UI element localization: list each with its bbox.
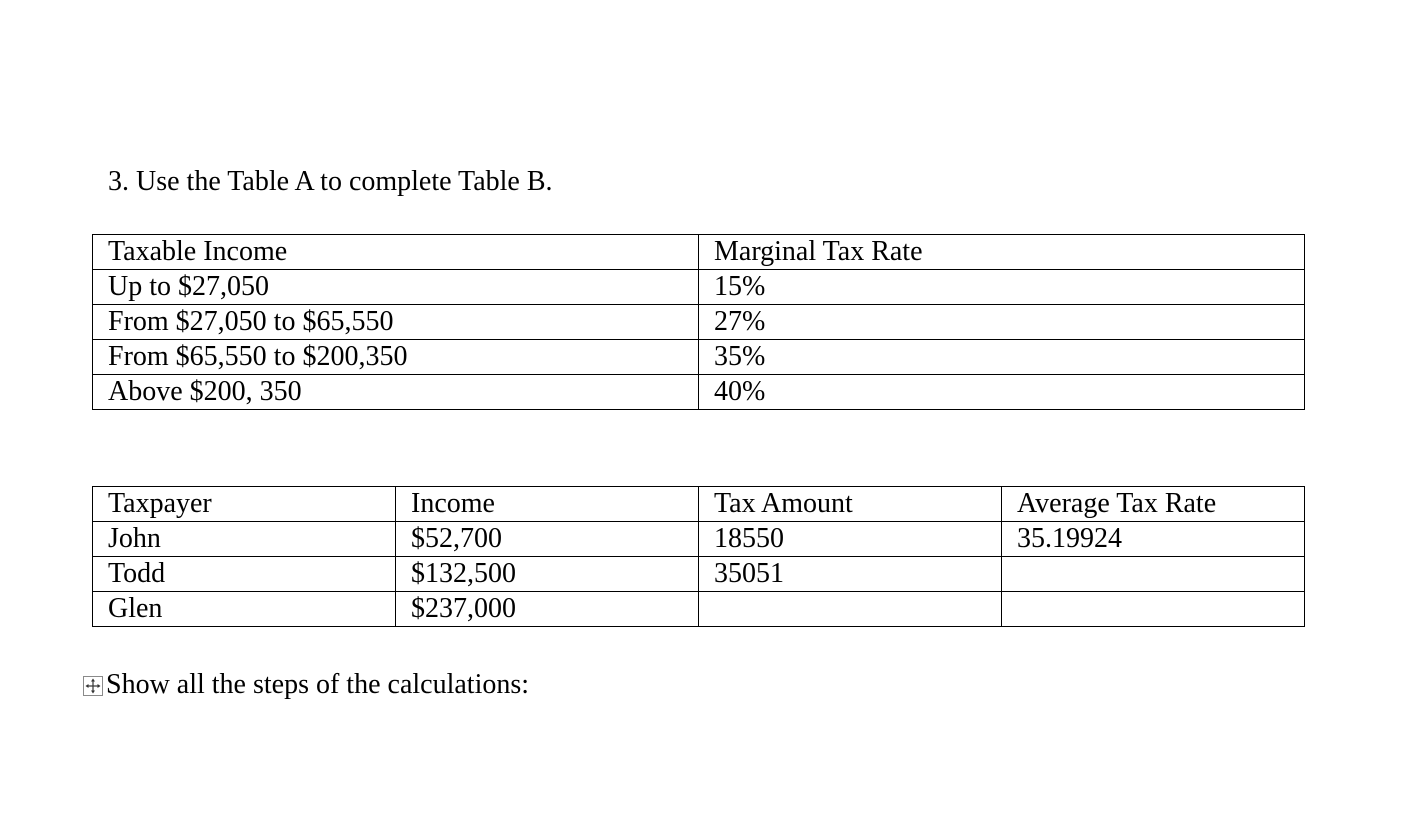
table-row bbox=[93, 557, 1305, 592]
taxpayer-table bbox=[92, 486, 1305, 627]
table-move-handle-icon[interactable] bbox=[83, 676, 103, 696]
tax-amount-cell[interactable]: 18550 bbox=[699, 522, 1002, 557]
average-tax-rate-cell[interactable] bbox=[1002, 557, 1305, 592]
marginal-rate-cell: 15% bbox=[699, 270, 1305, 305]
table-row bbox=[93, 340, 1305, 375]
instructions-line bbox=[83, 667, 529, 703]
taxable-income-cell: From $65,550 to $200,350 bbox=[93, 340, 699, 375]
header-marginal-tax-rate: Marginal Tax Rate bbox=[699, 235, 1305, 270]
header-taxable-income: Taxable Income bbox=[93, 235, 699, 270]
tax-rate-table bbox=[92, 234, 1305, 410]
taxpayer-cell: Glen bbox=[93, 592, 396, 627]
tax-amount-cell[interactable]: 35051 bbox=[699, 557, 1002, 592]
income-cell: $132,500 bbox=[396, 557, 699, 592]
instructions-text: Show all the steps of the calculations: bbox=[106, 669, 530, 700]
header-taxpayer: Taxpayer bbox=[93, 487, 396, 522]
table-row bbox=[93, 592, 1305, 627]
tax-amount-cell[interactable] bbox=[699, 592, 1002, 627]
marginal-rate-cell: 27% bbox=[699, 305, 1305, 340]
header-tax-amount: Tax Amount bbox=[699, 487, 1002, 522]
table-row bbox=[93, 375, 1305, 410]
marginal-rate-cell: 40% bbox=[699, 375, 1305, 410]
table-row bbox=[93, 522, 1305, 557]
average-tax-rate-cell[interactable]: 35.19924 bbox=[1002, 522, 1305, 557]
taxpayer-cell: John bbox=[93, 522, 396, 557]
income-cell: $237,000 bbox=[396, 592, 699, 627]
table-header-row bbox=[93, 487, 1305, 522]
marginal-rate-cell: 35% bbox=[699, 340, 1305, 375]
header-average-tax-rate: Average Tax Rate bbox=[1002, 487, 1305, 522]
header-income: Income bbox=[396, 487, 699, 522]
taxable-income-cell: Above $200, 350 bbox=[93, 375, 699, 410]
taxpayer-cell: Todd bbox=[93, 557, 396, 592]
table-header-row bbox=[93, 235, 1305, 270]
taxable-income-cell: From $27,050 to $65,550 bbox=[93, 305, 699, 340]
question-text: 3. Use the Table A to complete Table B. bbox=[108, 166, 553, 197]
table-row bbox=[93, 270, 1305, 305]
income-cell: $52,700 bbox=[396, 522, 699, 557]
table-row bbox=[93, 305, 1305, 340]
average-tax-rate-cell[interactable] bbox=[1002, 592, 1305, 627]
taxable-income-cell: Up to $27,050 bbox=[93, 270, 699, 305]
